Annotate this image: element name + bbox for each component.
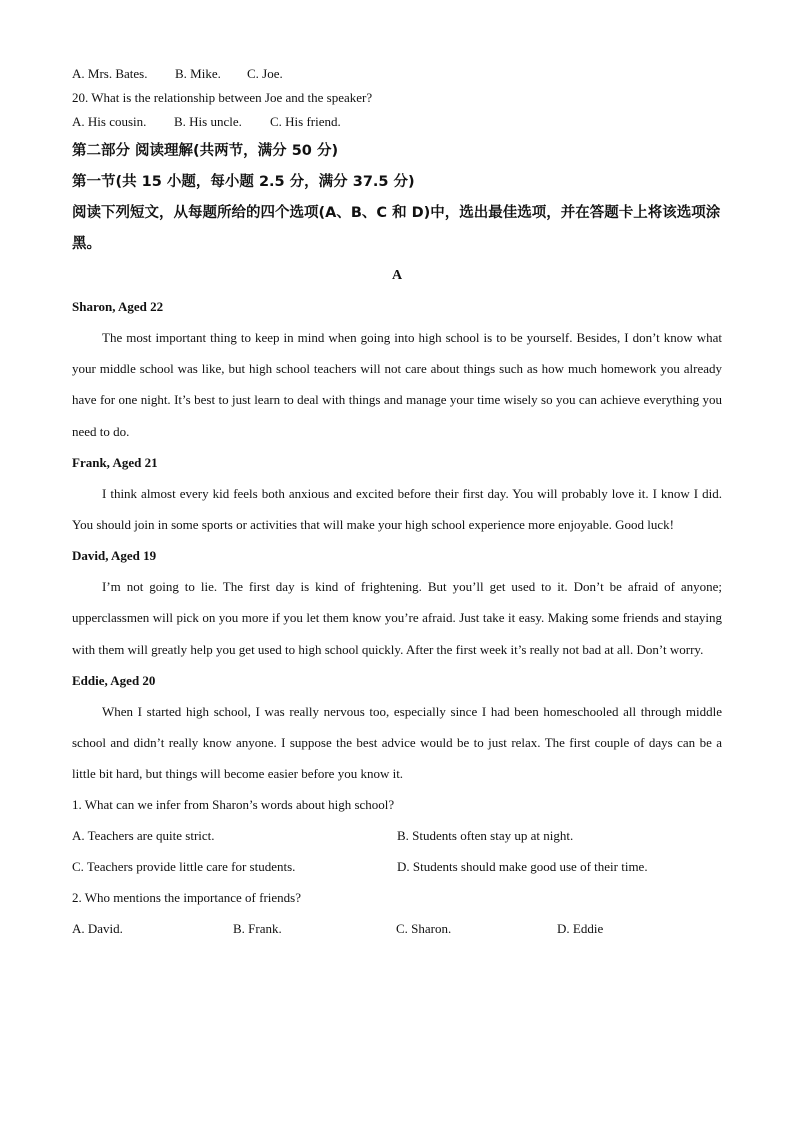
entry-name: David, Aged 19 [72,548,157,564]
entry-name: Eddie, Aged 20 [72,672,156,688]
entry-text: When I started high school, I was really nervous too, especially since I had been homeschooled all through middle school and didn’t really know anyone. I suppose the best advice would be to just relax. The first couple of days can be a little bit hard, but things will become easier before you know it. [72,703,722,782]
question-options [72,913,722,944]
entry-name: Frank, Aged 21 [72,454,158,470]
option-a: A. David. [72,921,123,937]
entry-david [72,540,722,665]
option-a: A. Teachers are quite strict. [72,828,215,844]
section1-heading: 第一节(共 15 小题，每小题 2.5 分，满分 37.5 分) [72,174,415,190]
option-b: B. Frank. [233,921,282,937]
q19-options [72,62,722,86]
question-stem: 2. Who mentions the importance of friends? [72,890,302,906]
option-d: D. Eddie [557,921,604,937]
q19-option-c: C. Joe. [247,66,283,81]
question-2 [72,882,722,944]
exam-page [72,62,722,944]
option-d: D. Students should make good use of their time. [397,859,648,875]
entry-sharon [72,291,722,447]
q20-option-a: A. His cousin. [72,114,147,129]
option-c: C. Sharon. [396,921,452,937]
option-b: B. Students often stay up at night. [397,828,574,844]
q20-option-c: C. His friend. [270,114,341,129]
question-stem: 1. What can we infer from Sharon’s words about high school? [72,797,395,813]
entry-text: The most important thing to keep in mind when going into high school is to be yourself. Besides, I don’t know what your middle school was like, but high school teachers will not care about things such as how much homework you already have for one night. It’s best to just learn to deal with things and manage your time wisely so you can achieve everything you need to do. [72,330,722,439]
part2-heading: 第二部分 阅读理解(共两节，满分 50 分) [72,143,339,159]
option-c: C. Teachers provide little care for students. [72,859,296,875]
entry-text: I think almost every kid feels both anxious and excited before their first day. You will probably love it. I know I did. You should join in some sports or activities that will make your high school experience more enjoyable. Good luck! [72,485,722,533]
reading-instruction: 阅读下列短文，从每题所给的四个选项(A、B、C 和 D)中，选出最佳选项，并在答题卡上将该选项涂黑。 [72,205,721,252]
q19-option-a: A. Mrs. Bates. [72,66,148,81]
entry-eddie [72,665,722,790]
q20-question: 20. What is the relationship between Joe and the speaker? [72,90,373,105]
q20-option-b: B. His uncle. [174,114,242,129]
q19-option-b: B. Mike. [175,66,221,81]
question-options [72,820,722,882]
q20-options [72,110,722,134]
entry-frank [72,447,722,540]
entry-text: I’m not going to lie. The first day is kind of frightening. But you’ll get used to it. Don’t be afraid of anyone; upperclassmen will pick on you more if you let them know you’re afraid. Just take it easy. Making some friends and staying with them will greatly help you get used to high school quickly. After the first week it’s really not bad at all. Don’t worry. [72,579,722,657]
question-1 [72,789,722,882]
passage-label: A [391,268,403,283]
entry-name: Sharon, Aged 22 [72,299,164,314]
